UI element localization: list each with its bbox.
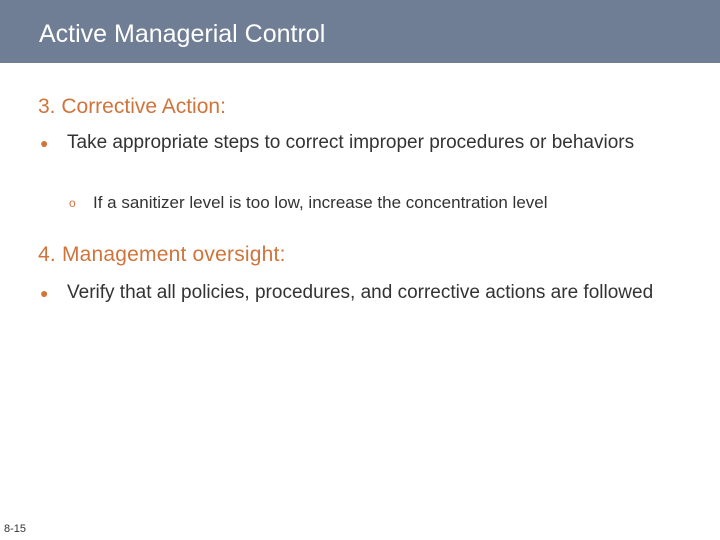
slide-title: Active Managerial Control (39, 20, 326, 48)
bullet-dot-icon: ● (40, 135, 49, 151)
header-bar (0, 0, 720, 63)
section-heading-corrective-action: 3. Corrective Action: (38, 95, 226, 118)
sub-bullet-text-sanitizer: If a sanitizer level is too low, increase the concentration level (93, 193, 548, 212)
bullet-dot-icon: ● (40, 285, 49, 301)
sub-bullet-circle-icon: o (69, 196, 76, 210)
page-number: 8-15 (4, 523, 27, 535)
bullet-text-management-oversight: Verify that all policies, procedures, and corrective actions are followed (67, 282, 654, 303)
section-heading-management-oversight: 4. Management oversight: (38, 243, 286, 266)
bullet-text-corrective-action: Take appropriate steps to correct improper procedures or behaviors (67, 132, 635, 153)
